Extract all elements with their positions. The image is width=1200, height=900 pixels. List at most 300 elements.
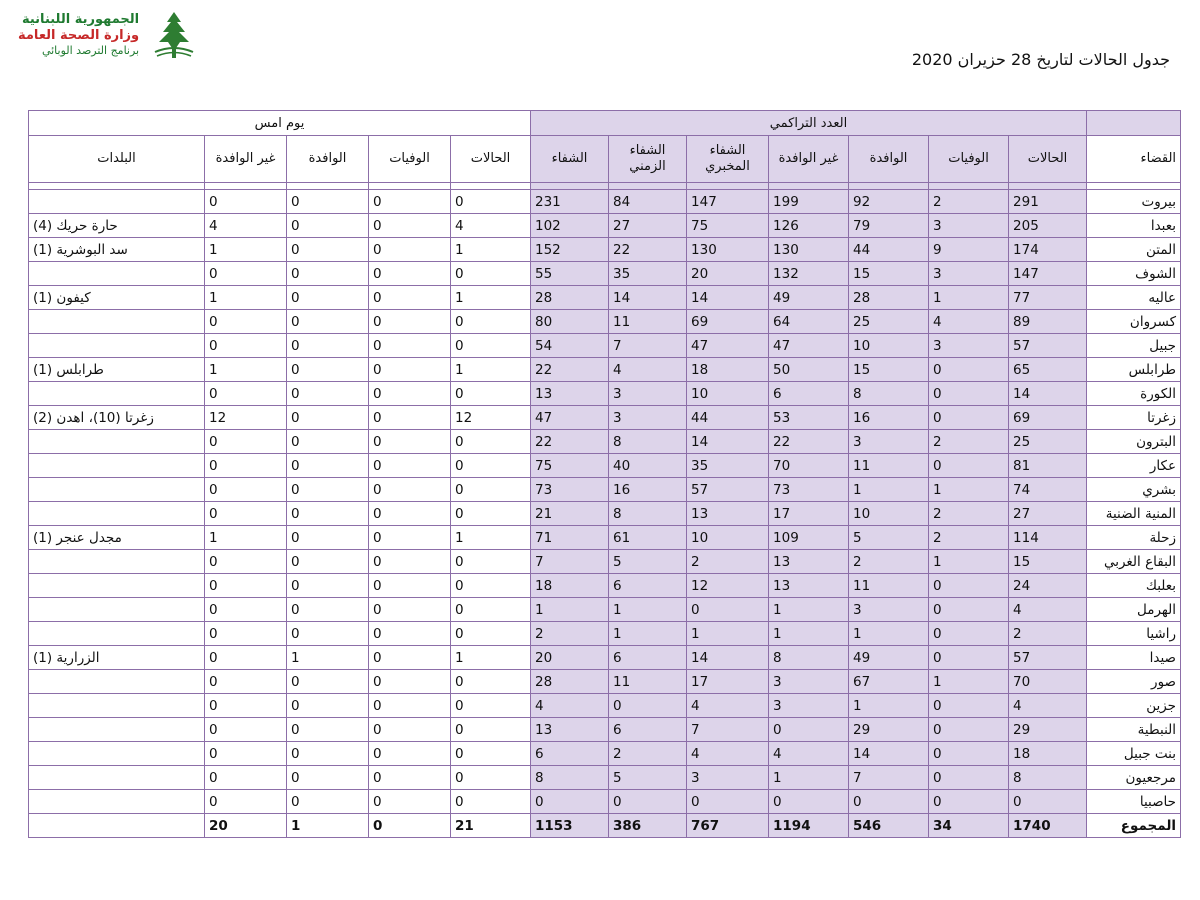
spacer-row [29,183,1181,190]
cell-cum-cases: 81 [1009,454,1087,478]
cell-cum-time-recovery: 6 [609,574,687,598]
cell-cum-imported: 29 [849,718,929,742]
cell-day-deaths: 0 [369,190,451,214]
column-header-row [29,136,1181,183]
table-body [29,183,1181,838]
cell-towns [29,790,205,814]
cell-day-imported: 0 [287,550,369,574]
cell-towns [29,502,205,526]
cell-cum-local: 49 [769,286,849,310]
cell-cum-imported: 28 [849,286,929,310]
total-label: المجموع [1087,814,1181,838]
cell-cum-imported: 15 [849,262,929,286]
cell-day-imported: 0 [287,766,369,790]
cell-day-local: 0 [205,550,287,574]
cell-day-imported: 0 [287,526,369,550]
cell-cum-recovered: 18 [531,574,609,598]
cell-cum-cases: 4 [1009,694,1087,718]
cell-cum-imported: 10 [849,334,929,358]
cell-day-deaths: 0 [369,766,451,790]
header-group-blank [1087,111,1181,136]
cell-cum-local: 53 [769,406,849,430]
cell-cum-time-recovery: 22 [609,238,687,262]
table-row [29,478,1181,502]
cell-cum-time-recovery: 0 [609,694,687,718]
cell-cum-lab-recovery: 14 [687,646,769,670]
cell-day-imported: 0 [287,574,369,598]
cell-cum-time-recovery: 6 [609,646,687,670]
cell-cum-time-recovery: 386 [609,814,687,838]
cell-cum-imported: 5 [849,526,929,550]
cell-day-cases: 0 [451,334,531,358]
cell-day-cases: 1 [451,358,531,382]
cell-day-deaths: 0 [369,742,451,766]
cell-day-deaths: 0 [369,430,451,454]
cell-cum-deaths: 0 [929,766,1009,790]
cell-day-cases: 0 [451,670,531,694]
table-row [29,286,1181,310]
cell-towns [29,694,205,718]
cell-cum-local: 1194 [769,814,849,838]
cell-towns [29,766,205,790]
cell-day-imported: 0 [287,790,369,814]
cell-day-cases: 1 [451,646,531,670]
cell-day-local: 0 [205,718,287,742]
cell-cum-local: 70 [769,454,849,478]
district-name: راشيا [1087,622,1181,646]
cell-day-cases: 0 [451,478,531,502]
table-row [29,670,1181,694]
cell-cum-local: 4 [769,742,849,766]
cell-day-deaths: 0 [369,598,451,622]
cell-cum-time-recovery: 3 [609,382,687,406]
cell-cum-imported: 2 [849,550,929,574]
cell-day-cases: 0 [451,502,531,526]
district-name: بشري [1087,478,1181,502]
cell-cum-lab-recovery: 130 [687,238,769,262]
cell-cum-deaths: 0 [929,622,1009,646]
cell-cum-deaths: 0 [929,382,1009,406]
cell-day-deaths: 0 [369,214,451,238]
cell-day-deaths: 0 [369,790,451,814]
cell-cum-time-recovery: 8 [609,430,687,454]
total-row [29,814,1181,838]
district-name: الكورة [1087,382,1181,406]
cell-day-deaths: 0 [369,406,451,430]
district-name: المنية الضنية [1087,502,1181,526]
cell-cum-cases: 57 [1009,334,1087,358]
table-row [29,382,1181,406]
district-name: البقاع الغربي [1087,550,1181,574]
table-row [29,190,1181,214]
col-header-towns: البلدات [29,136,205,183]
cell-cum-local: 3 [769,694,849,718]
cell-cum-deaths: 34 [929,814,1009,838]
cell-cum-deaths: 0 [929,358,1009,382]
cell-towns [29,574,205,598]
cell-cum-imported: 0 [849,790,929,814]
cell-day-imported: 0 [287,334,369,358]
header-group-row [29,111,1181,136]
cell-towns: حارة حريك (4) [29,214,205,238]
district-name: بيروت [1087,190,1181,214]
district-name: حاصبيا [1087,790,1181,814]
cell-cum-cases: 4 [1009,598,1087,622]
cell-day-cases: 0 [451,454,531,478]
cell-cum-lab-recovery: 69 [687,310,769,334]
cell-cum-recovered: 20 [531,646,609,670]
cell-day-cases: 1 [451,526,531,550]
cell-towns: طرابلس (1) [29,358,205,382]
cell-cum-imported: 79 [849,214,929,238]
cell-day-deaths: 0 [369,478,451,502]
cell-cum-lab-recovery: 1 [687,622,769,646]
cell-towns: سد البوشرية (1) [29,238,205,262]
table-row [29,310,1181,334]
cell-cum-recovered: 4 [531,694,609,718]
cell-cum-imported: 1 [849,478,929,502]
cell-cum-cases: 29 [1009,718,1087,742]
cell-towns [29,454,205,478]
cell-cum-imported: 44 [849,238,929,262]
cell-cum-lab-recovery: 4 [687,742,769,766]
header-group-cumulative: العدد التراكمي [531,111,1087,136]
cell-cum-recovered: 47 [531,406,609,430]
table-row [29,502,1181,526]
cell-cum-deaths: 0 [929,694,1009,718]
table-row [29,406,1181,430]
cell-cum-lab-recovery: 10 [687,526,769,550]
cell-cum-time-recovery: 7 [609,334,687,358]
cell-cum-recovered: 6 [531,742,609,766]
cell-cum-cases: 27 [1009,502,1087,526]
cell-towns [29,718,205,742]
cell-cum-cases: 18 [1009,742,1087,766]
cell-cum-cases: 65 [1009,358,1087,382]
cell-cum-deaths: 0 [929,454,1009,478]
district-name: النبطية [1087,718,1181,742]
cell-cum-imported: 15 [849,358,929,382]
cell-day-local: 0 [205,334,287,358]
cases-table-wrapper [28,110,1181,838]
cell-cum-local: 13 [769,574,849,598]
cell-towns [29,430,205,454]
col-header-day-cases: الحالات [451,136,531,183]
cell-cum-recovered: 54 [531,334,609,358]
cell-cum-time-recovery: 1 [609,598,687,622]
cell-day-cases: 0 [451,718,531,742]
cell-day-local: 0 [205,262,287,286]
cell-day-local: 0 [205,646,287,670]
district-name: الشوف [1087,262,1181,286]
cell-cum-imported: 1 [849,622,929,646]
cell-day-local: 0 [205,478,287,502]
cell-day-imported: 0 [287,694,369,718]
cell-towns [29,262,205,286]
cell-cum-recovered: 13 [531,382,609,406]
cell-cum-lab-recovery: 75 [687,214,769,238]
cell-cum-local: 6 [769,382,849,406]
cell-cum-lab-recovery: 3 [687,766,769,790]
cell-cum-cases: 8 [1009,766,1087,790]
cell-cum-lab-recovery: 0 [687,790,769,814]
cell-day-cases: 1 [451,238,531,262]
cell-day-imported: 0 [287,238,369,262]
table-row [29,718,1181,742]
table-row [29,742,1181,766]
cell-cum-recovered: 7 [531,550,609,574]
cell-cum-local: 17 [769,502,849,526]
cell-cum-lab-recovery: 12 [687,574,769,598]
cell-cum-local: 47 [769,334,849,358]
cell-cum-local: 109 [769,526,849,550]
cell-cum-cases: 69 [1009,406,1087,430]
cell-cum-lab-recovery: 14 [687,430,769,454]
cell-day-cases: 0 [451,310,531,334]
table-row [29,526,1181,550]
cell-day-local: 1 [205,526,287,550]
table-row [29,238,1181,262]
cell-day-cases: 0 [451,694,531,718]
district-name: الهرمل [1087,598,1181,622]
cell-cum-cases: 114 [1009,526,1087,550]
cell-day-local: 0 [205,622,287,646]
cell-day-imported: 0 [287,742,369,766]
cell-cum-lab-recovery: 4 [687,694,769,718]
cell-cum-local: 0 [769,718,849,742]
cell-cum-imported: 1 [849,694,929,718]
cell-cum-imported: 25 [849,310,929,334]
cell-cum-lab-recovery: 147 [687,190,769,214]
col-header-day-deaths: الوفيات [369,136,451,183]
cell-cum-local: 1 [769,598,849,622]
cell-cum-recovered: 152 [531,238,609,262]
cell-day-deaths: 0 [369,694,451,718]
cell-day-cases: 0 [451,262,531,286]
cell-day-deaths: 0 [369,670,451,694]
cell-day-local: 1 [205,286,287,310]
cell-day-deaths: 0 [369,310,451,334]
cell-cum-recovered: 75 [531,454,609,478]
cell-cum-time-recovery: 14 [609,286,687,310]
cell-cum-imported: 67 [849,670,929,694]
cell-day-local: 0 [205,430,287,454]
cell-cum-time-recovery: 0 [609,790,687,814]
cell-cum-deaths: 2 [929,430,1009,454]
cell-day-imported: 0 [287,310,369,334]
cell-day-local: 1 [205,238,287,262]
logo-text [18,12,139,58]
cell-cum-local: 199 [769,190,849,214]
cell-cum-time-recovery: 16 [609,478,687,502]
cell-cum-deaths: 1 [929,550,1009,574]
cell-towns: كيفون (1) [29,286,205,310]
cell-cum-time-recovery: 35 [609,262,687,286]
cell-cum-lab-recovery: 14 [687,286,769,310]
cell-towns [29,814,205,838]
cell-cum-lab-recovery: 0 [687,598,769,622]
cell-cum-recovered: 1153 [531,814,609,838]
cell-cum-deaths: 0 [929,646,1009,670]
table-row [29,358,1181,382]
cell-towns [29,382,205,406]
cell-cum-recovered: 8 [531,766,609,790]
district-name: بنت جبيل [1087,742,1181,766]
cell-day-imported: 0 [287,478,369,502]
cell-day-deaths: 0 [369,622,451,646]
district-name: بعلبك [1087,574,1181,598]
cell-cum-recovered: 80 [531,310,609,334]
cell-cum-lab-recovery: 13 [687,502,769,526]
cell-day-imported: 0 [287,598,369,622]
cell-cum-cases: 15 [1009,550,1087,574]
cell-cum-imported: 14 [849,742,929,766]
cell-cum-time-recovery: 1 [609,622,687,646]
cell-cum-recovered: 2 [531,622,609,646]
cell-cum-cases: 291 [1009,190,1087,214]
cell-cum-local: 1 [769,622,849,646]
district-name: زغرتا [1087,406,1181,430]
cell-cum-lab-recovery: 47 [687,334,769,358]
cell-cum-deaths: 1 [929,670,1009,694]
cell-towns: الزرارية (1) [29,646,205,670]
cell-cum-cases: 24 [1009,574,1087,598]
cell-day-cases: 0 [451,550,531,574]
cell-cum-recovered: 71 [531,526,609,550]
cell-cum-local: 126 [769,214,849,238]
cell-cum-cases: 89 [1009,310,1087,334]
cell-day-cases: 0 [451,190,531,214]
cell-cum-recovered: 55 [531,262,609,286]
cell-day-deaths: 0 [369,550,451,574]
district-name: المتن [1087,238,1181,262]
cell-cum-deaths: 0 [929,406,1009,430]
cedar-tree-icon [147,8,201,62]
cell-cum-deaths: 4 [929,310,1009,334]
cell-cum-time-recovery: 6 [609,718,687,742]
cell-day-local: 0 [205,670,287,694]
cell-day-deaths: 0 [369,814,451,838]
cell-day-imported: 0 [287,670,369,694]
cell-day-cases: 0 [451,766,531,790]
cell-cum-imported: 3 [849,430,929,454]
col-header-cum-lab-recovery: الشفاء المخبري [687,136,769,183]
cell-cum-lab-recovery: 44 [687,406,769,430]
cell-cum-local: 3 [769,670,849,694]
cell-cum-recovered: 22 [531,430,609,454]
cell-cum-deaths: 0 [929,742,1009,766]
cell-cum-deaths: 9 [929,238,1009,262]
cell-towns [29,550,205,574]
cell-day-local: 0 [205,502,287,526]
cell-cum-local: 64 [769,310,849,334]
cell-day-imported: 1 [287,814,369,838]
cell-cum-recovered: 73 [531,478,609,502]
cell-cum-local: 0 [769,790,849,814]
cell-cum-time-recovery: 11 [609,310,687,334]
cell-day-local: 20 [205,814,287,838]
cell-day-local: 0 [205,310,287,334]
cell-day-cases: 21 [451,814,531,838]
cell-cum-cases: 0 [1009,790,1087,814]
cell-day-imported: 0 [287,358,369,382]
table-row [29,454,1181,478]
table-row [29,550,1181,574]
cell-day-deaths: 0 [369,502,451,526]
cell-day-local: 0 [205,190,287,214]
col-header-cum-deaths: الوفيات [929,136,1009,183]
cell-cum-deaths: 0 [929,598,1009,622]
ministry-logo [18,8,201,62]
table-row [29,694,1181,718]
cell-towns: زغرتا (10)، اهدن (2) [29,406,205,430]
cell-day-cases: 0 [451,622,531,646]
cell-day-deaths: 0 [369,286,451,310]
cell-cum-local: 130 [769,238,849,262]
cell-cum-cases: 147 [1009,262,1087,286]
cell-cum-local: 22 [769,430,849,454]
cell-day-deaths: 0 [369,454,451,478]
cell-cum-cases: 14 [1009,382,1087,406]
cell-towns [29,598,205,622]
cell-cum-cases: 1740 [1009,814,1087,838]
cell-day-local: 4 [205,214,287,238]
cell-day-deaths: 0 [369,574,451,598]
cell-day-deaths: 0 [369,238,451,262]
cell-cum-lab-recovery: 20 [687,262,769,286]
cell-towns: مجدل عنجر (1) [29,526,205,550]
cell-towns [29,334,205,358]
col-header-day-local: غير الوافدة [205,136,287,183]
cell-day-deaths: 0 [369,358,451,382]
cell-cum-imported: 92 [849,190,929,214]
cell-day-local: 0 [205,598,287,622]
cell-cum-recovered: 1 [531,598,609,622]
cell-cum-recovered: 21 [531,502,609,526]
table-row [29,646,1181,670]
cell-day-deaths: 0 [369,526,451,550]
cell-day-imported: 1 [287,646,369,670]
cell-cum-lab-recovery: 767 [687,814,769,838]
cell-cum-imported: 3 [849,598,929,622]
cell-day-imported: 0 [287,190,369,214]
cell-cum-time-recovery: 4 [609,358,687,382]
cell-cum-cases: 57 [1009,646,1087,670]
cell-cum-deaths: 3 [929,262,1009,286]
cell-cum-cases: 74 [1009,478,1087,502]
cell-cum-recovered: 28 [531,286,609,310]
cell-cum-time-recovery: 84 [609,190,687,214]
col-header-cum-time-recovery: الشفاء الزمني [609,136,687,183]
cell-day-imported: 0 [287,286,369,310]
cell-cum-deaths: 0 [929,790,1009,814]
col-header-cum-imported: الوافدة [849,136,929,183]
cell-cum-time-recovery: 8 [609,502,687,526]
cell-cum-recovered: 28 [531,670,609,694]
cell-day-local: 12 [205,406,287,430]
cell-cum-imported: 16 [849,406,929,430]
cell-cum-imported: 11 [849,454,929,478]
cell-cum-local: 73 [769,478,849,502]
table-row [29,622,1181,646]
district-name: بعبدا [1087,214,1181,238]
cell-cum-lab-recovery: 18 [687,358,769,382]
cell-cum-time-recovery: 2 [609,742,687,766]
cell-cum-deaths: 1 [929,478,1009,502]
cell-day-imported: 0 [287,382,369,406]
cell-cum-lab-recovery: 17 [687,670,769,694]
logo-line-2: وزارة الصحة العامة [18,28,140,44]
